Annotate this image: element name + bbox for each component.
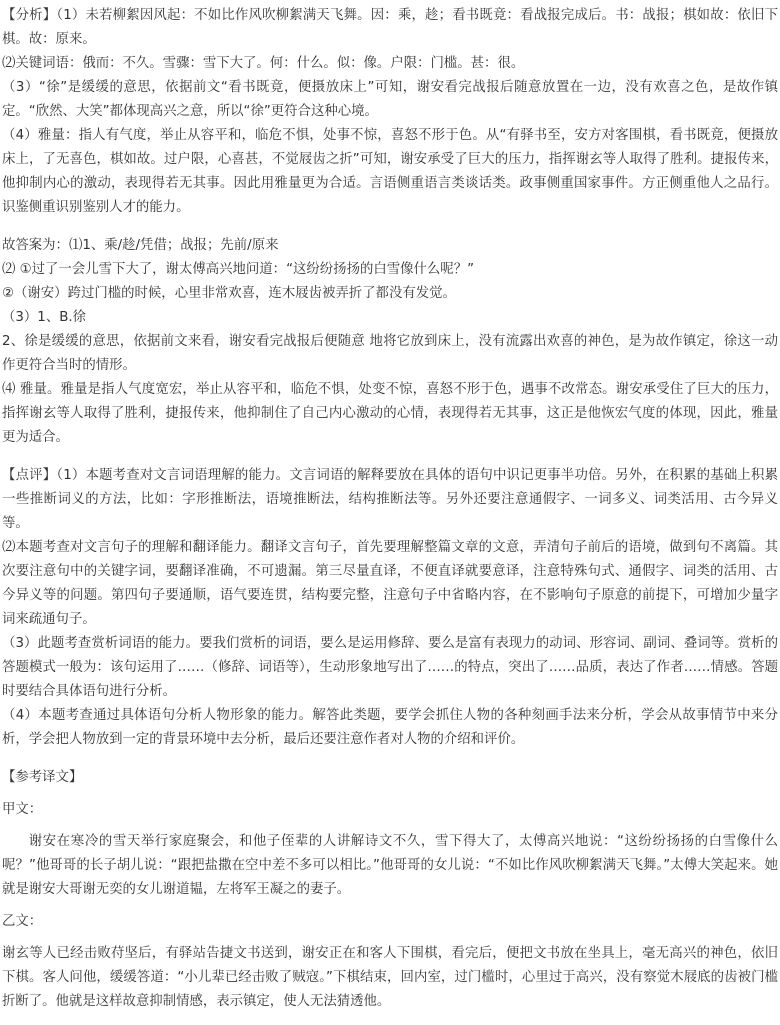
- comment-paragraph-2: ⑵本题考查对文言句子的理解和翻译能力。翻译文言句子，首先要理解整篇文章的文意，弄清句子前后的语境，做到句不离篇。其次要注意句中的关键字词，要翻译准确，不可遗漏。第三尽量直译，不便直译就要意译，注意特殊句式、通假字、词类的活用、古今异义等的问题。第四句子要通顺，语气要连贯，结构要完整，注意句子中省略内容，在不影响句子原意的前提下，可增加少量字词来疏通句子。: [2, 540, 778, 627]
- answer-line-4: （3）1、B.徐: [2, 310, 87, 325]
- analysis-paragraph-2: ⑵关键词语：俄而：不久。雪骤：雪下大了。何：什么。似：像。户限：门槛。甚：很。: [2, 56, 525, 71]
- analysis-paragraph-3: （3）“徐”是缓缓的意思，依据前文“看书既竟，便摄放床上”可知，谢安看完战报后随意放置在一边，没有欢喜之色，是故作镇定。“欣然、大笑”都体现高兴之意，所以“徐”更符合这种心境。: [2, 80, 778, 119]
- spacer: [2, 822, 778, 830]
- comment-paragraph-1: 【点评】（1）本题考查对文言词语理解的能力。文言词语的解释要放在具体的语句中识记更事半功倍。另外，在积累的基础上积累一些推断词义的方法，比如：字形推断法，语境推断法，结构推断法等。另外还要注意通假字、一词多义、词类活用、古今异义等。: [2, 468, 778, 531]
- translation-label-a: 甲文：: [2, 802, 43, 817]
- answer-line-3: ②（谢安）跨过门槛的时候，心里非常欢喜，连木屐齿被弄折了都没有发觉。: [2, 286, 456, 301]
- spacer: [2, 752, 778, 766]
- spacer: [2, 902, 778, 910]
- analysis-paragraph-1: 【分析】（1）未若柳絮因风起：不如比作风吹柳絮满天飞舞。因：乘，趁；看书既竟：看战报完成后。书：战报；棋如故：依旧下棋。故：原来。: [2, 8, 778, 47]
- spacer: [2, 220, 778, 234]
- answer-line-1: 故答案为：⑴1、乘/趁/凭借；战报；先前/原来: [2, 238, 279, 253]
- spacer: [2, 790, 778, 798]
- translation-text-a: 谢安在寒冷的雪天举行家庭聚会，和他子侄辈的人讲解诗文不久，雪下得大了，太傅高兴地说：“这纷纷扬扬的白雪像什么呢？”他哥哥的长子胡儿说：“跟把盐撒在空中差不多可以相比。”他哥哥的女儿说：“不如比作风吹柳絮满天飞舞。”太傅大笑起来。她就是谢安大哥谢无奕的女儿谢道韫，左将军王凝之的妻子。: [2, 834, 778, 897]
- spacer: [2, 934, 778, 942]
- analysis-paragraph-4: （4）雅量：指人有气度，举止从容平和，临危不惧，处事不惊，喜怒不形于色。从“有驿书至，安方对客围棋，看书既竟，便摄放床上，了无喜色，棋如故。过户限，心喜甚，不觉屐齿之折”可知，谢安承受了巨大的压力，指挥谢玄等人取得了胜利。捷报传来，他抑制内心的激动，表现得若无其事。因此用雅量更为合适。言语侧重语言类谈话类。政事侧重国家事件。方正侧重他人之品行。识鉴侧重识别鉴别人才的能力。: [2, 128, 778, 215]
- comment-paragraph-4: （4）本题考查通过具体语句分析人物形象的能力。解答此类题，要学会抓住人物的各种刻画手法来分析，学会从故事情节中来分析，学会把人物放到一定的背景环境中去分析，最后还要注意作者对人物的介绍和评价。: [2, 708, 778, 747]
- answer-line-5: 2、徐是缓缓的意思，依据前文来看，谢安看完战报后便随意 地将它放到床上，没有流露出欢喜的神色，是为故作镇定，徐这一动作更符合当时的情形。: [2, 334, 778, 373]
- translation-heading: 【参考译文】: [2, 770, 83, 785]
- translation-label-b: 乙文：: [2, 914, 43, 929]
- spacer: [2, 450, 778, 464]
- answer-line-6: ⑷ 雅量。雅量是指人气度宽宏，举止从容平和，临危不惧，处变不惊，喜怒不形于色，遇事不改常态。谢安承受住了巨大的压力，指挥谢玄等人取得了胜利，捷报传来，他抑制住了自己内心激动的心情，表现得若无其事，这正是他恢宏气度的体现，因此，雅量更为适合。: [2, 382, 778, 445]
- answer-line-2: ⑵ ①过了一会儿雪下大了，谢太傅高兴地问道：“这纷纷扬扬的白雪像什么呢？”: [2, 262, 475, 277]
- comment-paragraph-3: （3）此题考查赏析词语的能力。要我们赏析的词语，要么是运用修辞、要么是富有表现力的动词、形容词、副词、叠词等。赏析的答题模式一般为：该句运用了……（修辞、词语等），生动形象地写出了……的特点，突出了……品质，表达了作者……情感。答题时要结合具体语句进行分析。: [2, 636, 778, 699]
- translation-text-b: 谢玄等人已经击败苻坚后，有驿站告捷文书送到，谢安正在和客人下围棋，看完后，便把文书放在坐具上，毫无高兴的神色，依旧下棋。客人问他，缓缓答道：“小儿辈已经击败了贼寇。”下棋结束，回内室，过门槛时，心里过于高兴，没有察觉木屐底的齿被门槛折断了。他就是这样故意抑制情感，表示镇定，使人无法猜透他。: [2, 946, 778, 1009]
